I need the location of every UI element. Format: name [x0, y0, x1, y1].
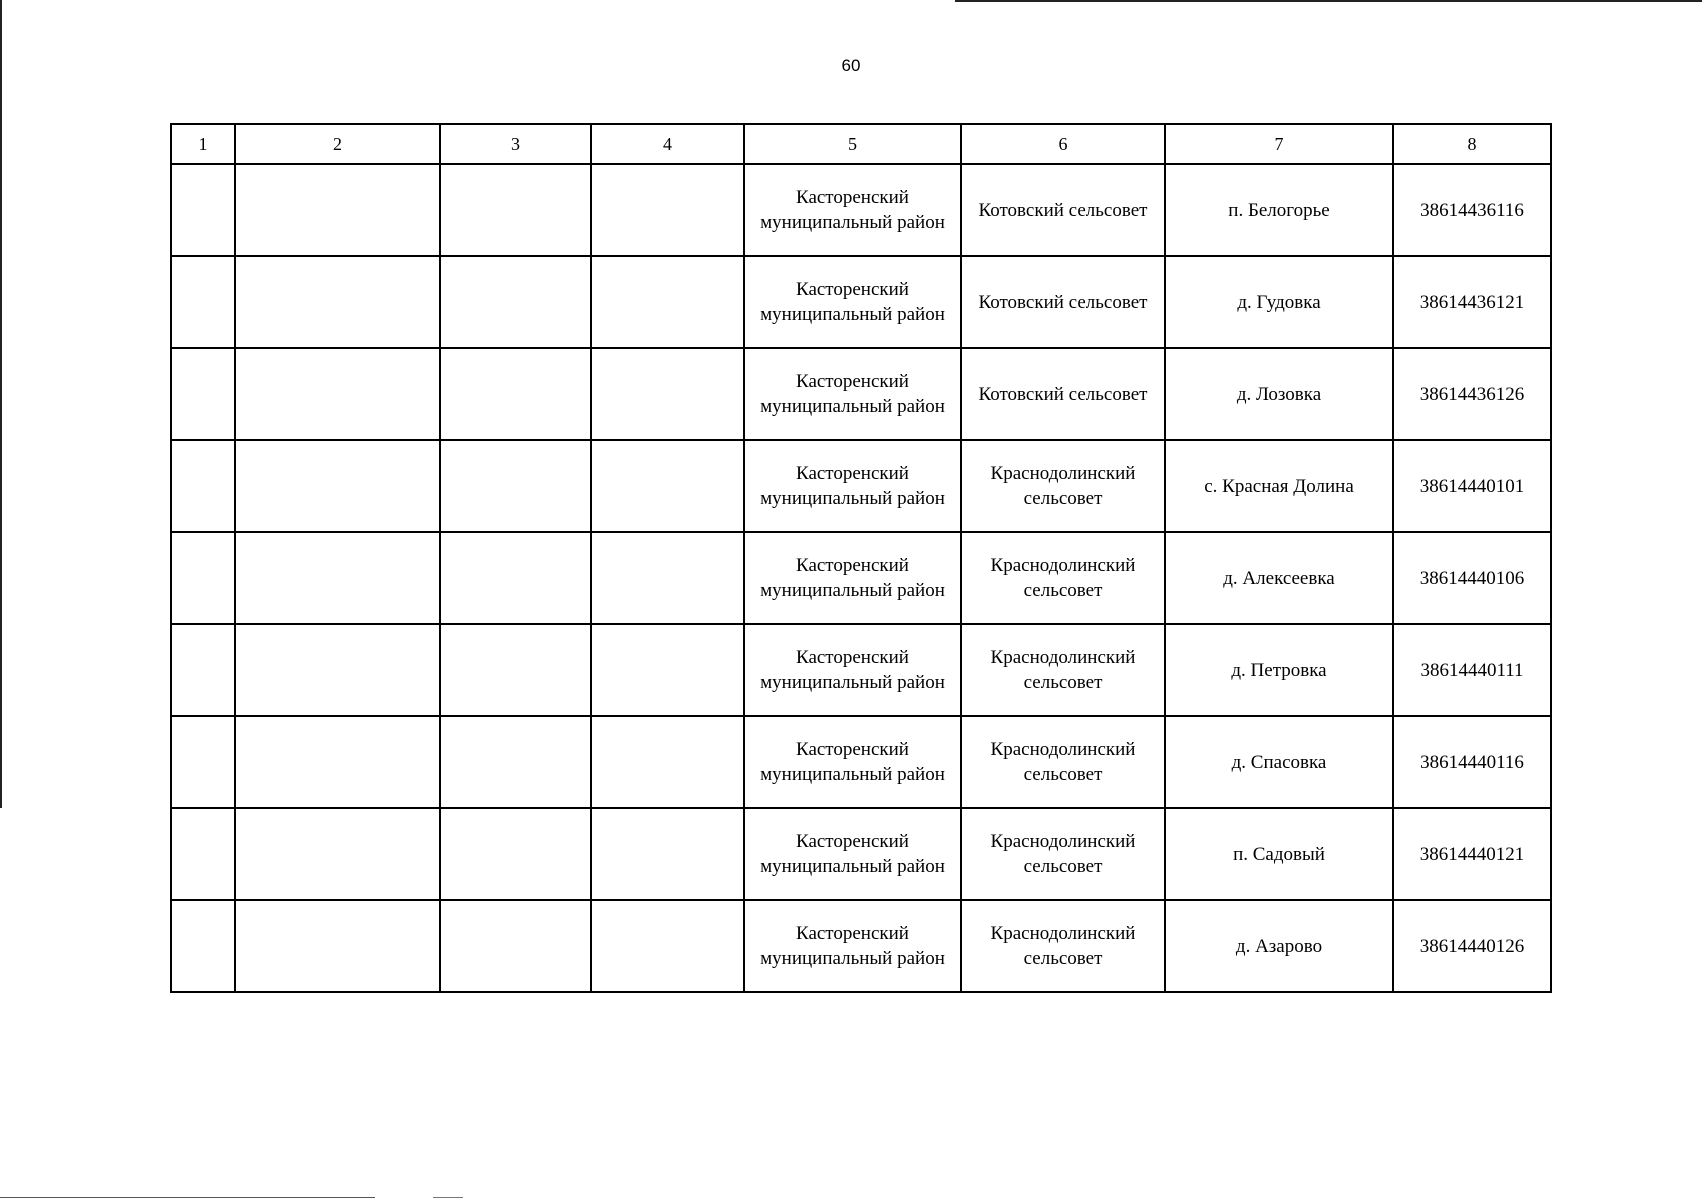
cell-settlement: д. Спасовка	[1165, 716, 1393, 808]
cell-code: 38614436121	[1393, 256, 1551, 348]
column-header-4: 4	[591, 124, 744, 164]
cell-col3	[440, 348, 591, 440]
cell-district: Касторенский муниципальный район	[744, 164, 961, 256]
table-row	[171, 900, 1551, 992]
column-header-6: 6	[961, 124, 1165, 164]
cell-code: 38614440116	[1393, 716, 1551, 808]
cell-code: 38614440101	[1393, 440, 1551, 532]
column-header-2: 2	[235, 124, 440, 164]
cell-col4	[591, 348, 744, 440]
cell-col3	[440, 900, 591, 992]
table-row	[171, 256, 1551, 348]
cell-col3	[440, 808, 591, 900]
cell-district: Касторенский муниципальный район	[744, 808, 961, 900]
cell-settlement: с. Красная Долина	[1165, 440, 1393, 532]
column-header-3: 3	[440, 124, 591, 164]
column-header-5: 5	[744, 124, 961, 164]
cell-district: Касторенский муниципальный район	[744, 716, 961, 808]
cell-col3	[440, 440, 591, 532]
table-body	[171, 164, 1551, 992]
table-header	[171, 124, 1551, 164]
page-number: 60	[841, 56, 861, 75]
column-header-1: 1	[171, 124, 235, 164]
cell-col4	[591, 624, 744, 716]
cell-col2	[235, 532, 440, 624]
cell-col1	[171, 440, 235, 532]
cell-council: Краснодолинский сельсовет	[961, 716, 1165, 808]
scan-edge-bottom-fragment	[433, 1197, 463, 1198]
table-row	[171, 716, 1551, 808]
cell-col1	[171, 900, 235, 992]
cell-district: Касторенский муниципальный район	[744, 900, 961, 992]
scan-edge-left	[0, 0, 2, 808]
cell-district: Касторенский муниципальный район	[744, 532, 961, 624]
cell-district: Касторенский муниципальный район	[744, 440, 961, 532]
cell-col1	[171, 624, 235, 716]
cell-code: 38614440126	[1393, 900, 1551, 992]
column-header-7: 7	[1165, 124, 1393, 164]
cell-settlement: д. Лозовка	[1165, 348, 1393, 440]
cell-settlement: п. Садовый	[1165, 808, 1393, 900]
cell-council: Краснодолинский сельсовет	[961, 624, 1165, 716]
cell-code: 38614440106	[1393, 532, 1551, 624]
cell-col4	[591, 808, 744, 900]
cell-col2	[235, 164, 440, 256]
cell-col1	[171, 348, 235, 440]
cell-col2	[235, 716, 440, 808]
table-row	[171, 440, 1551, 532]
cell-col1	[171, 164, 235, 256]
column-header-8: 8	[1393, 124, 1551, 164]
settlements-table	[170, 123, 1552, 993]
cell-col4	[591, 716, 744, 808]
header-row	[171, 124, 1551, 164]
cell-district: Касторенский муниципальный район	[744, 624, 961, 716]
cell-col2	[235, 440, 440, 532]
cell-council: Котовский сельсовет	[961, 256, 1165, 348]
scan-edge-top	[955, 0, 1702, 2]
cell-col1	[171, 256, 235, 348]
cell-code: 38614440121	[1393, 808, 1551, 900]
table-row	[171, 624, 1551, 716]
cell-col4	[591, 440, 744, 532]
cell-council: Краснодолинский сельсовет	[961, 808, 1165, 900]
cell-col2	[235, 348, 440, 440]
cell-code: 38614436116	[1393, 164, 1551, 256]
cell-council: Котовский сельсовет	[961, 348, 1165, 440]
cell-council: Краснодолинский сельсовет	[961, 532, 1165, 624]
cell-settlement: п. Белогорье	[1165, 164, 1393, 256]
table-row	[171, 808, 1551, 900]
table-row	[171, 164, 1551, 256]
cell-council: Краснодолинский сельсовет	[961, 900, 1165, 992]
cell-col4	[591, 532, 744, 624]
cell-district: Касторенский муниципальный район	[744, 256, 961, 348]
table-row	[171, 532, 1551, 624]
cell-col4	[591, 900, 744, 992]
cell-col1	[171, 532, 235, 624]
cell-col2	[235, 624, 440, 716]
cell-col1	[171, 716, 235, 808]
cell-col3	[440, 164, 591, 256]
cell-col3	[440, 716, 591, 808]
cell-col2	[235, 808, 440, 900]
cell-district: Касторенский муниципальный район	[744, 348, 961, 440]
cell-council: Котовский сельсовет	[961, 164, 1165, 256]
table-row	[171, 348, 1551, 440]
cell-code: 38614440111	[1393, 624, 1551, 716]
cell-settlement: д. Петровка	[1165, 624, 1393, 716]
cell-col4	[591, 256, 744, 348]
cell-council: Краснодолинский сельсовет	[961, 440, 1165, 532]
cell-settlement: д. Азарово	[1165, 900, 1393, 992]
cell-col3	[440, 532, 591, 624]
cell-col3	[440, 256, 591, 348]
cell-col2	[235, 256, 440, 348]
cell-col3	[440, 624, 591, 716]
cell-col1	[171, 808, 235, 900]
cell-settlement: д. Алексеевка	[1165, 532, 1393, 624]
cell-settlement: д. Гудовка	[1165, 256, 1393, 348]
cell-code: 38614436126	[1393, 348, 1551, 440]
cell-col2	[235, 900, 440, 992]
cell-col4	[591, 164, 744, 256]
scan-edge-bottom	[0, 1197, 375, 1198]
